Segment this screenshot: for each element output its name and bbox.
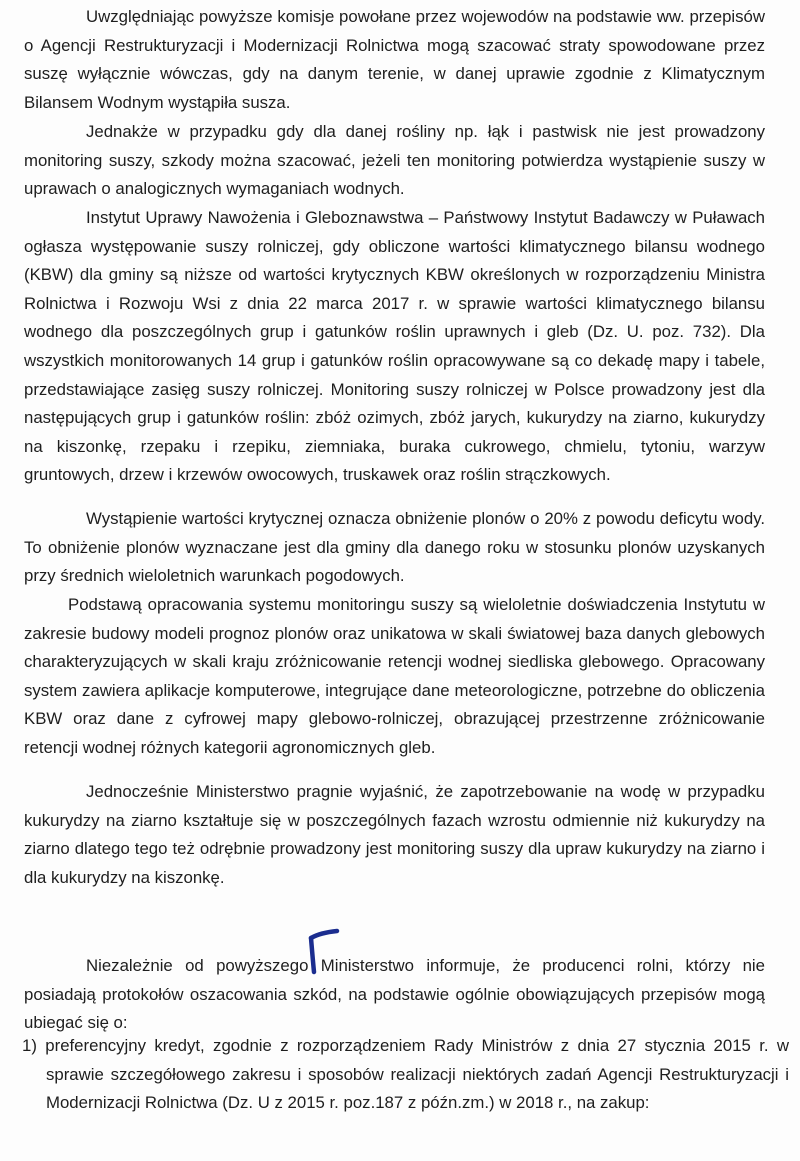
paragraph-6: Jednocześnie Ministerstwo pragnie wyjaśnić, że zapotrzebowanie na wodę w przypadku kukurydzy na ziarno kształtuje się w poszczególnych fazach wzrostu odmiennie niż kukurydzy na ziarno dlatego tego też odrębnie prowadzony jest monitoring suszy dla upraw kukurydzy na ziarno i dla kukurydzy na kiszonkę. <box>24 782 765 887</box>
paragraph-2: Jednakże w przypadku gdy dla danej rośliny np. łąk i pastwisk nie jest prowadzony monitoring suszy, szkody można szacować, jeżeli ten monitoring potwierdza wystąpienie suszy w uprawach o analogicznych wymaganiach wodnych. <box>24 122 765 199</box>
list-item-1: 1) preferencyjny kredyt, zgodnie z rozporządzeniem Rady Ministrów z dnia 27 stycznia 2015 r. w sprawie szczegółowego zakresu i sposobów realizacji niektórych zadań Agencji Restrukturyzacji i Modernizacji Rolnictwa (Dz. U z 2015 r. poz.187 z późn.zm.) w 2018 r., na zakup: <box>22 1036 789 1113</box>
handwritten-correction-mark <box>300 928 344 978</box>
paragraph-3: Instytut Uprawy Nawożenia i Gleboznawstwa – Państwowy Instytut Badawczy w Puławach ogłasza występowanie suszy rolniczej, gdy obliczone wartości klimatycznego bilansu wodnego (KBW) dla gminy są niższe od wartości krytycznych KBW określonych w rozporządzeniu Ministra Rolnictwa i Rozwoju Wsi z dnia 22 marca 2017 r. w sprawie wartości klimatycznego bilansu wodnego dla poszczególnych grup i gatunków roślin uprawnych i gleb (Dz. U. poz. 732). Dla wszystkich monitorowanych 14 grup i gatunków roślin opracowywane są co dekadę mapy i tabele, przedstawiające zasięg suszy rolniczej. Monitoring suszy rolniczej w Polsce prowadzony jest dla następujących grup i gatunków roślin: zbóż ozimych, zbóż jarych, kukurydzy na ziarno, kukurydzy na kiszonkę, rzepaku i rzepiku, ziemniaka, buraka cukrowego, chmielu, tytoniu, warzyw gruntowych, drzew i krzewów owocowych, truskawek oraz roślin strączkowych. <box>24 208 765 485</box>
paragraph-7: Niezależnie od powyższego Ministerstwo informuje, że producenci rolni, którzy nie posiadają protokołów oszacowania szkód, na podstawie ogólnie obowiązujących przepisów mogą ubiegać się o: <box>24 956 765 1033</box>
paragraph-5: Podstawą opracowania systemu monitoringu suszy są wieloletnie doświadczenia Instytutu w zakresie budowy modeli prognoz plonów oraz unikatowa w skali światowej baza danych glebowych charakteryzujących w skali kraju zróżnicowanie retencji wodnej siedliska glebowego. Opracowany system zawiera aplikacje komputerowe, integrujące dane meteorologiczne, potrzebne do obliczenia KBW oraz dane z cyfrowej mapy glebowo-rolniczej, obrazującej przestrzenne zróżnicowanie retencji wodnej różnych kategorii agronomicznych gleb. <box>24 595 765 757</box>
paragraph-1: Uwzględniając powyższe komisje powołane przez wojewodów na podstawie ww. przepisów o Agencji Restrukturyzacji i Modernizacji Rolnictwa mogą szacować straty spowodowane przez suszę wyłącznie wówczas, gdy na danym terenie, w danej uprawie zgodnie z Klimatycznym Bilansem Wodnym wystąpiła susza. <box>24 7 765 112</box>
paragraph-4: Wystąpienie wartości krytycznej oznacza obniżenie plonów o 20% z powodu deficytu wody. To obniżenie plonów wyznaczane jest dla gminy dla danego roku w stosunku plonów uzyskanych przy średnich wieloletnich warunkach pogodowych. <box>24 509 765 586</box>
